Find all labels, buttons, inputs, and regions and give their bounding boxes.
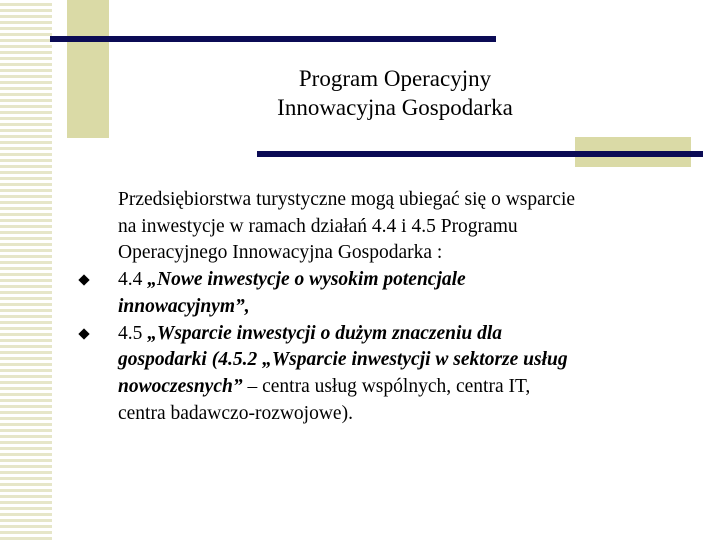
diamond-bullet-icon — [78, 328, 89, 339]
bullet-2-bold-line-3: nowoczesnych” — [118, 375, 243, 397]
bullet-item-1 — [118, 267, 698, 294]
bullet-2-prefix: 4.5 — [118, 322, 148, 344]
title-line-2: Innowacyjna Gospodarka — [277, 95, 513, 120]
slide-title — [160, 64, 630, 122]
bullet-1-continuation — [118, 294, 698, 321]
top-olive-block — [67, 0, 109, 138]
bullet-2-bold-line-2: gospodarki (4.5.2 „Wsparcie inwestycji w sektorze usług — [118, 349, 568, 371]
bullet-1-bold-line-2: innowacyjnym”, — [118, 295, 250, 317]
bullet-2-rest-line-4: centra badawczo-rozwojowe). — [118, 402, 353, 424]
bullet-item-2 — [118, 321, 698, 348]
bullet-2-bold-line-1: „Wsparcie inwestycji o dużym znaczeniu dla — [147, 322, 503, 344]
bottom-accent-bar — [257, 151, 703, 157]
bullet-2-continuation-3 — [118, 401, 698, 428]
intro-line-2: na inwestycje w ramach działań 4.4 i 4.5 Programu — [118, 215, 518, 237]
top-accent-bar — [50, 36, 496, 42]
slide-body — [118, 187, 698, 427]
intro-line-3: Operacyjnego Innowacyjna Gospodarka : — [118, 242, 443, 264]
intro-line-1: Przedsiębiorstwa turystyczne mogą ubiegać się o wsparcie — [118, 189, 576, 210]
bullet-2-rest-line-3: – centra usług wspólnych, centra IT, — [242, 375, 531, 397]
title-line-1: Program Operacyjny — [298, 66, 492, 91]
bullet-1-prefix: 4.4 — [118, 269, 148, 291]
left-decorative-stripe — [0, 0, 52, 540]
diamond-bullet-icon — [78, 274, 89, 285]
bullet-2-continuation-2 — [118, 374, 698, 401]
bullet-2-continuation-1 — [118, 347, 698, 374]
bullet-1-bold-line-1: „Nowe inwestycje o wysokim potencjale — [147, 269, 466, 291]
